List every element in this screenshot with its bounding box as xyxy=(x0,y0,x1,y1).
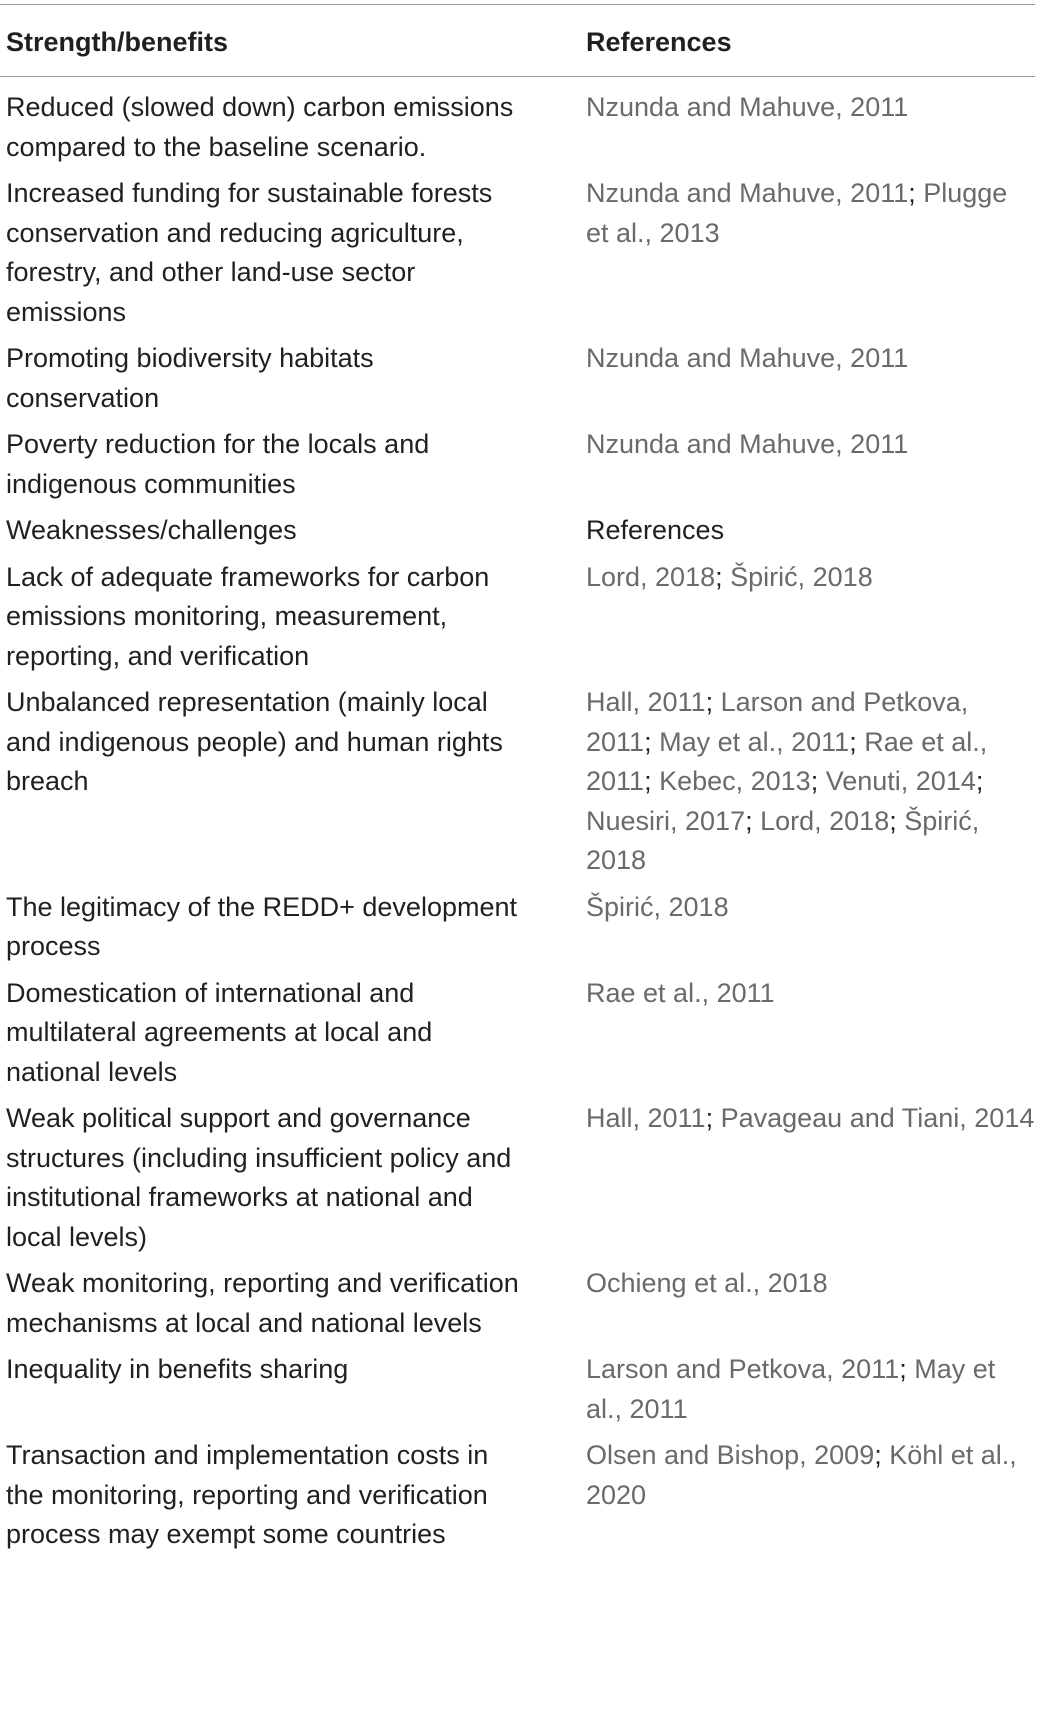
reference-citation: Plugge et al., 2013 xyxy=(586,178,1008,248)
reference-citation: Pavageau and Tiani, 2014 xyxy=(720,1103,1035,1133)
reference-separator: ; xyxy=(644,726,660,757)
reference-separator: ; xyxy=(644,766,660,796)
table-header-row xyxy=(0,4,1035,76)
reference-citation: Špirić, 2018 xyxy=(586,805,980,875)
reference-separator: ; xyxy=(810,766,826,796)
reference-citation: Venuti, 2014 xyxy=(825,766,976,796)
reference-citation: Nzunda and Mahuve, 2011 xyxy=(586,92,909,122)
reference-citation: Rae et al., 2011 xyxy=(586,726,988,796)
table-row xyxy=(0,888,1035,967)
item-description: Weak political support and governance structures (including insufficient policy and institutional frameworks at national and local levels) xyxy=(6,1103,512,1252)
table-row xyxy=(0,1099,1035,1257)
reference-citation: Larson and Petkova, 2011 xyxy=(586,1354,900,1384)
reference-citation: Špirić, 2018 xyxy=(730,561,873,592)
item-description: Domestication of international and multilateral agreements at local and national levels xyxy=(6,977,433,1087)
table-row xyxy=(0,88,1035,167)
section-subheader-references xyxy=(586,511,1035,551)
reference-separator: ; xyxy=(745,805,761,836)
section-subheader-label: Weaknesses/challenges xyxy=(6,515,297,545)
reference-citation: Nzunda and Mahuve, 2011 xyxy=(586,429,909,459)
reference-citation: Rae et al., 2011 xyxy=(586,977,775,1008)
table-row xyxy=(0,558,1035,677)
reference-separator: ; xyxy=(849,726,865,757)
table-row xyxy=(0,1436,1035,1555)
header-strength-benefits: Strength/benefits xyxy=(6,27,229,57)
reference-separator: ; xyxy=(899,1354,915,1384)
table-body xyxy=(0,88,1035,1562)
reference-citation: Lord, 2018 xyxy=(586,561,716,592)
table-header-rule xyxy=(0,76,1035,77)
item-description: Reduced (slowed down) carbon emissions compared to the baseline scenario. xyxy=(6,92,514,162)
reference-separator: ; xyxy=(705,1103,721,1133)
reference-separator: ; xyxy=(908,178,924,208)
item-references xyxy=(586,1436,1035,1515)
reference-separator: ; xyxy=(715,561,731,592)
reference-citation: Olsen and Bishop, 2009 xyxy=(586,1440,875,1470)
reference-citation: Köhl et al., 2020 xyxy=(586,1440,1017,1510)
reference-citation: Nuesiri, 2017 xyxy=(586,805,746,836)
item-references xyxy=(586,683,1035,881)
reference-citation: References xyxy=(586,515,725,545)
reference-citation: Nzunda and Mahuve, 2011 xyxy=(586,343,909,373)
item-references xyxy=(586,174,1035,253)
reference-citation: Hall, 2011 xyxy=(586,687,706,717)
table-row xyxy=(0,174,1035,332)
item-description: Inequality in benefits sharing xyxy=(6,1354,349,1384)
table-row xyxy=(0,339,1035,418)
header-references: References xyxy=(586,27,732,57)
item-references xyxy=(586,1350,1035,1429)
item-description: Increased funding for sustainable forests conservation and reducing agriculture, forestry, and other land-use sector emissions xyxy=(6,178,493,327)
reference-citation: Ochieng et al., 2018 xyxy=(586,1268,828,1298)
item-description: The legitimacy of the REDD+ development process xyxy=(6,891,517,961)
section-subheader-row xyxy=(0,511,1035,551)
table-row xyxy=(0,1264,1035,1343)
item-references xyxy=(586,425,1035,465)
item-description: Weak monitoring, reporting and verification mechanisms at local and national levels xyxy=(6,1268,519,1338)
item-references xyxy=(586,1264,1035,1304)
reference-separator: ; xyxy=(889,805,905,836)
reference-separator: ; xyxy=(975,766,984,796)
item-references xyxy=(586,558,1035,598)
item-description: Transaction and implementation costs in the monitoring, reporting and verification process may exempt some countries xyxy=(6,1440,489,1549)
item-references xyxy=(586,88,1035,128)
reference-citation: Kebec, 2013 xyxy=(659,766,811,796)
item-references xyxy=(586,339,1035,379)
table-row xyxy=(0,974,1035,1093)
reference-separator: ; xyxy=(874,1440,890,1470)
reference-citation: May et al., 2011 xyxy=(659,726,850,757)
reference-separator: ; xyxy=(705,687,721,717)
reference-citation: Larson and Petkova, 2011 xyxy=(586,687,969,757)
table-row xyxy=(0,425,1035,504)
reference-citation: Lord, 2018 xyxy=(760,805,890,836)
item-description: Poverty reduction for the locals and indigenous communities xyxy=(6,429,430,499)
item-references xyxy=(586,1099,1035,1139)
item-references xyxy=(586,974,1035,1014)
reference-citation: Špirić, 2018 xyxy=(586,891,729,922)
reference-citation: May et al., 2011 xyxy=(586,1354,996,1424)
reference-citation: Hall, 2011 xyxy=(586,1103,706,1133)
item-description: Promoting biodiversity habitats conservation xyxy=(6,343,374,413)
table-row xyxy=(0,1350,1035,1429)
reference-citation: Nzunda and Mahuve, 2011 xyxy=(586,178,909,208)
table-row xyxy=(0,683,1035,881)
item-references xyxy=(586,888,1035,928)
item-description: Lack of adequate frameworks for carbon emissions monitoring, measurement, reporting, and verification xyxy=(6,561,490,671)
item-description: Unbalanced representation (mainly local and indigenous people) and human rights breach xyxy=(6,687,503,796)
